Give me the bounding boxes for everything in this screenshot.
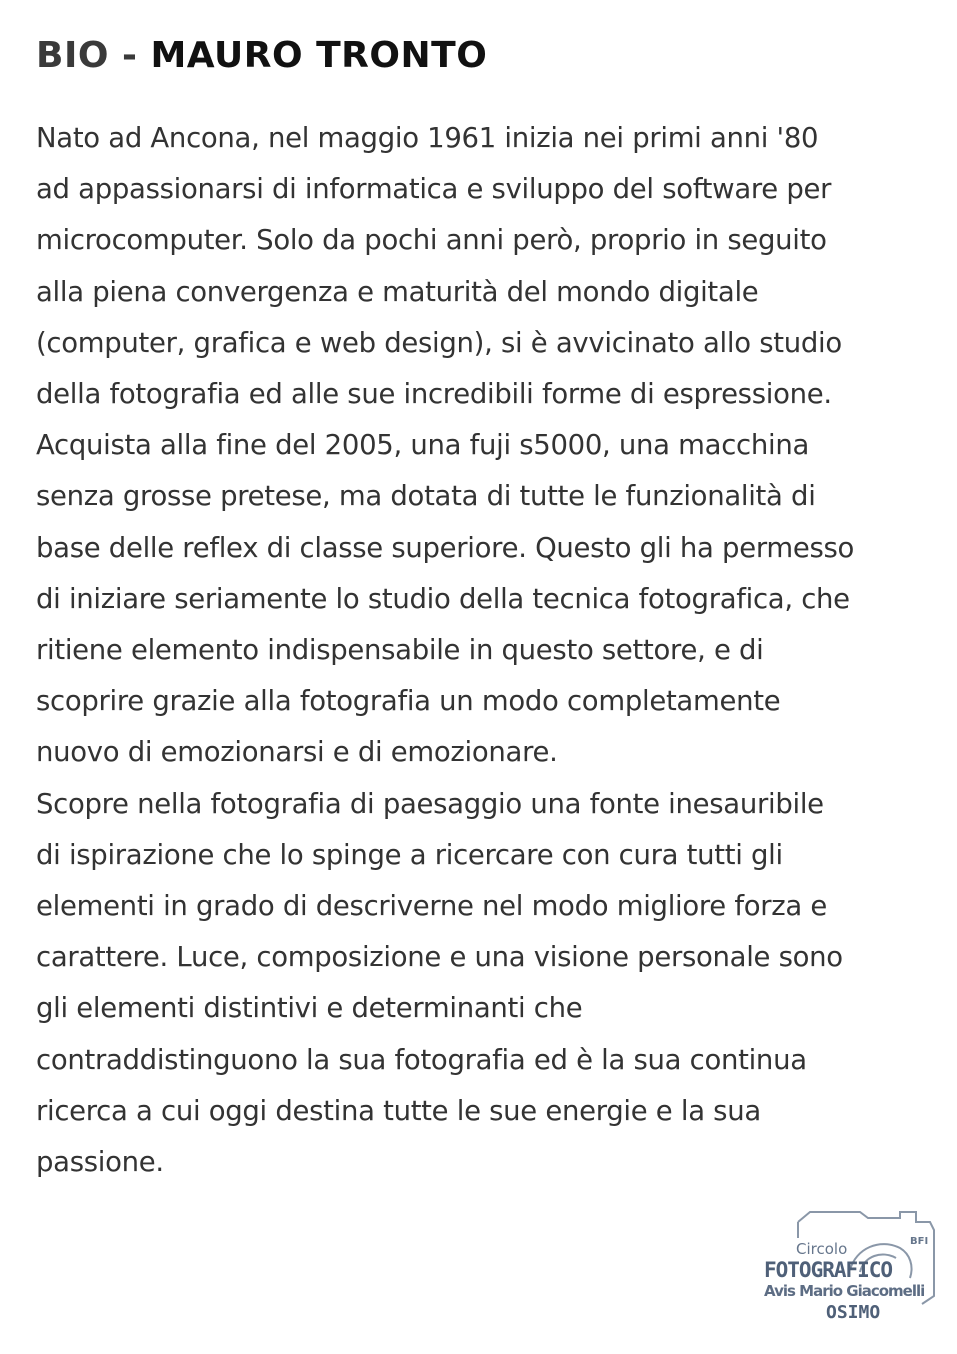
bio-line: di iniziare seriamente lo studio della tecnica fotografica, che [36, 582, 850, 615]
bio-line: ritiene elemento indispensabile in questo settore, e di [36, 634, 764, 667]
logo-avis: Avis Mario Giacomelli [764, 1282, 925, 1300]
bio-line: scoprire grazie alla fotografia un modo completamente [36, 685, 781, 718]
bio-line: alla piena convergenza e maturità del mondo digitale [36, 275, 759, 308]
logo-circolo: Circolo [796, 1240, 848, 1258]
bio-line: nuovo di emozionarsi e di emozionare. [36, 736, 558, 769]
logo-osimo: OSIMO [826, 1302, 881, 1323]
bio-line: base delle reflex di classe superiore. Questo gli ha permesso [36, 531, 855, 564]
bio-line: ricerca a cui oggi destina tutte le sue energie e la sua [36, 1094, 761, 1127]
logo-fotografico: FOTOGRAFICO [764, 1258, 893, 1282]
title-prefix: BIO - [36, 35, 151, 76]
bio-line: (computer, grafica e web design), si è avvicinato allo studio [36, 326, 842, 359]
bio-line: senza grosse pretese, ma dotata di tutte le funzionalità di [36, 480, 816, 513]
bio-text [36, 113, 936, 1188]
title-name: MAURO TRONTO [150, 35, 488, 76]
bio-line: gli elementi distintivi e determinanti che [36, 992, 583, 1025]
logo-bfi: BFI [910, 1236, 929, 1247]
bio-line: Nato ad Ancona, nel maggio 1961 inizia nei primi anni '80 [36, 122, 819, 154]
bio-line: carattere. Luce, composizione e una visione personale sono [36, 941, 843, 974]
page-title [36, 34, 487, 78]
bio-line: Scopre nella fotografia di paesaggio una fonte inesauribile [36, 787, 824, 820]
bio-line: di ispirazione che lo spinge a ricercare con cura tutti gli [36, 838, 783, 871]
bio-line: microcomputer. Solo da pochi anni però, proprio in seguito [36, 224, 827, 257]
bio-line: contraddistinguono la sua fotografia ed è la sua continua [36, 1043, 807, 1076]
bio-line: ad appassionarsi di informatica e sviluppo del software per [36, 173, 832, 206]
club-logo [764, 1208, 936, 1326]
bio-line: Acquista alla fine del 2005, una fuji s5000, una macchina [36, 429, 810, 462]
bio-line: della fotografia ed alle sue incredibili forme di espressione. [36, 378, 832, 411]
bio-line: passione. [36, 1146, 164, 1179]
bio-line: elementi in grado di descriverne nel modo migliore forza e [36, 890, 828, 923]
